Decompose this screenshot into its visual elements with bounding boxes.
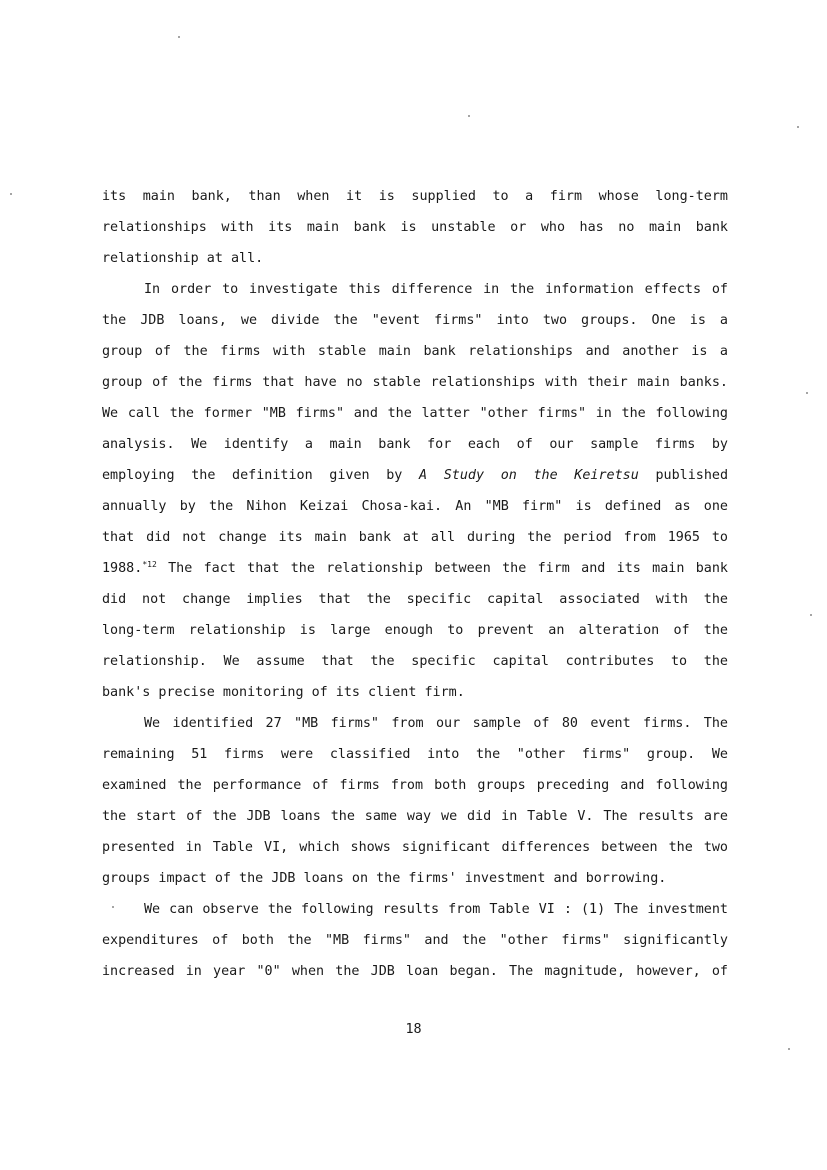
text-line	[102, 553, 728, 584]
text-line: the start of the JDB loans the same way we did in Table V. The results are	[102, 809, 728, 824]
page-number: 18	[405, 1022, 422, 1037]
scan-speck	[468, 115, 470, 117]
text-line: examined the performance of firms from both groups preceding and following	[102, 778, 728, 793]
text-line: presented in Table VI, which shows significant differences between the two	[102, 840, 728, 855]
text-line	[102, 460, 728, 491]
text-line: analysis. We identify a main bank for each of our sample firms by	[102, 437, 728, 452]
text-segment: 1988.	[102, 561, 143, 576]
text-segment: The fact that the relationship between the firm and its main bank	[168, 561, 728, 576]
text-line: expenditures of both the "MB firms" and the "other firms" significantly	[102, 933, 728, 948]
scan-speck	[810, 614, 812, 616]
scan-speck	[806, 392, 808, 394]
text-segment: employing the definition given by	[102, 468, 403, 483]
text-line: remaining 51 firms were classified into the "other firms" group. We	[102, 747, 728, 762]
text-line: groups impact of the JDB loans on the firms' investment and borrowing.	[102, 871, 667, 886]
text-line: increased in year "0" when the JDB loan began. The magnitude, however, of	[102, 964, 728, 979]
scan-speck	[797, 126, 799, 128]
text-line: We identified 27 "MB firms" from our sample of 80 event firms. The	[144, 716, 728, 731]
text-line: relationship. We assume that the specific capital contributes to the	[102, 654, 728, 669]
text-line: In order to investigate this difference in the information effects of	[144, 282, 728, 297]
text-line: relationship at all.	[102, 251, 264, 266]
text-line: relationships with its main bank is unstable or who has no main bank	[102, 220, 728, 235]
text-line: We call the former "MB firms" and the latter "other firms" in the following	[102, 406, 728, 421]
text-line: We can observe the following results from Table VI : (1) The investment	[144, 902, 728, 917]
book-title: A Study on the Keiretsu	[419, 468, 639, 483]
scan-speck	[178, 36, 180, 38]
text-line: the JDB loans, we divide the "event firms" into two groups. One is a	[102, 313, 728, 328]
text-line: group of the firms with stable main bank relationships and another is a	[102, 344, 728, 359]
text-line: long-term relationship is large enough to prevent an alteration of the	[102, 623, 728, 638]
body-text	[102, 181, 728, 987]
text-line: group of the firms that have no stable relationships with their main banks.	[102, 375, 728, 390]
text-line: did not change implies that the specific capital associated with the	[102, 592, 728, 607]
text-line: its main bank, than when it is supplied to a firm whose long-term	[102, 189, 728, 204]
text-line: that did not change its main bank at all during the period from 1965 to	[102, 530, 728, 545]
scan-speck	[10, 193, 12, 195]
text-line: annually by the Nihon Keizai Chosa-kai. An "MB firm" is defined as one	[102, 499, 728, 514]
footnote-mark: *12	[142, 560, 157, 569]
scan-speck	[788, 1048, 790, 1050]
text-segment: published	[655, 468, 729, 483]
text-line: bank's precise monitoring of its client firm.	[102, 685, 465, 700]
